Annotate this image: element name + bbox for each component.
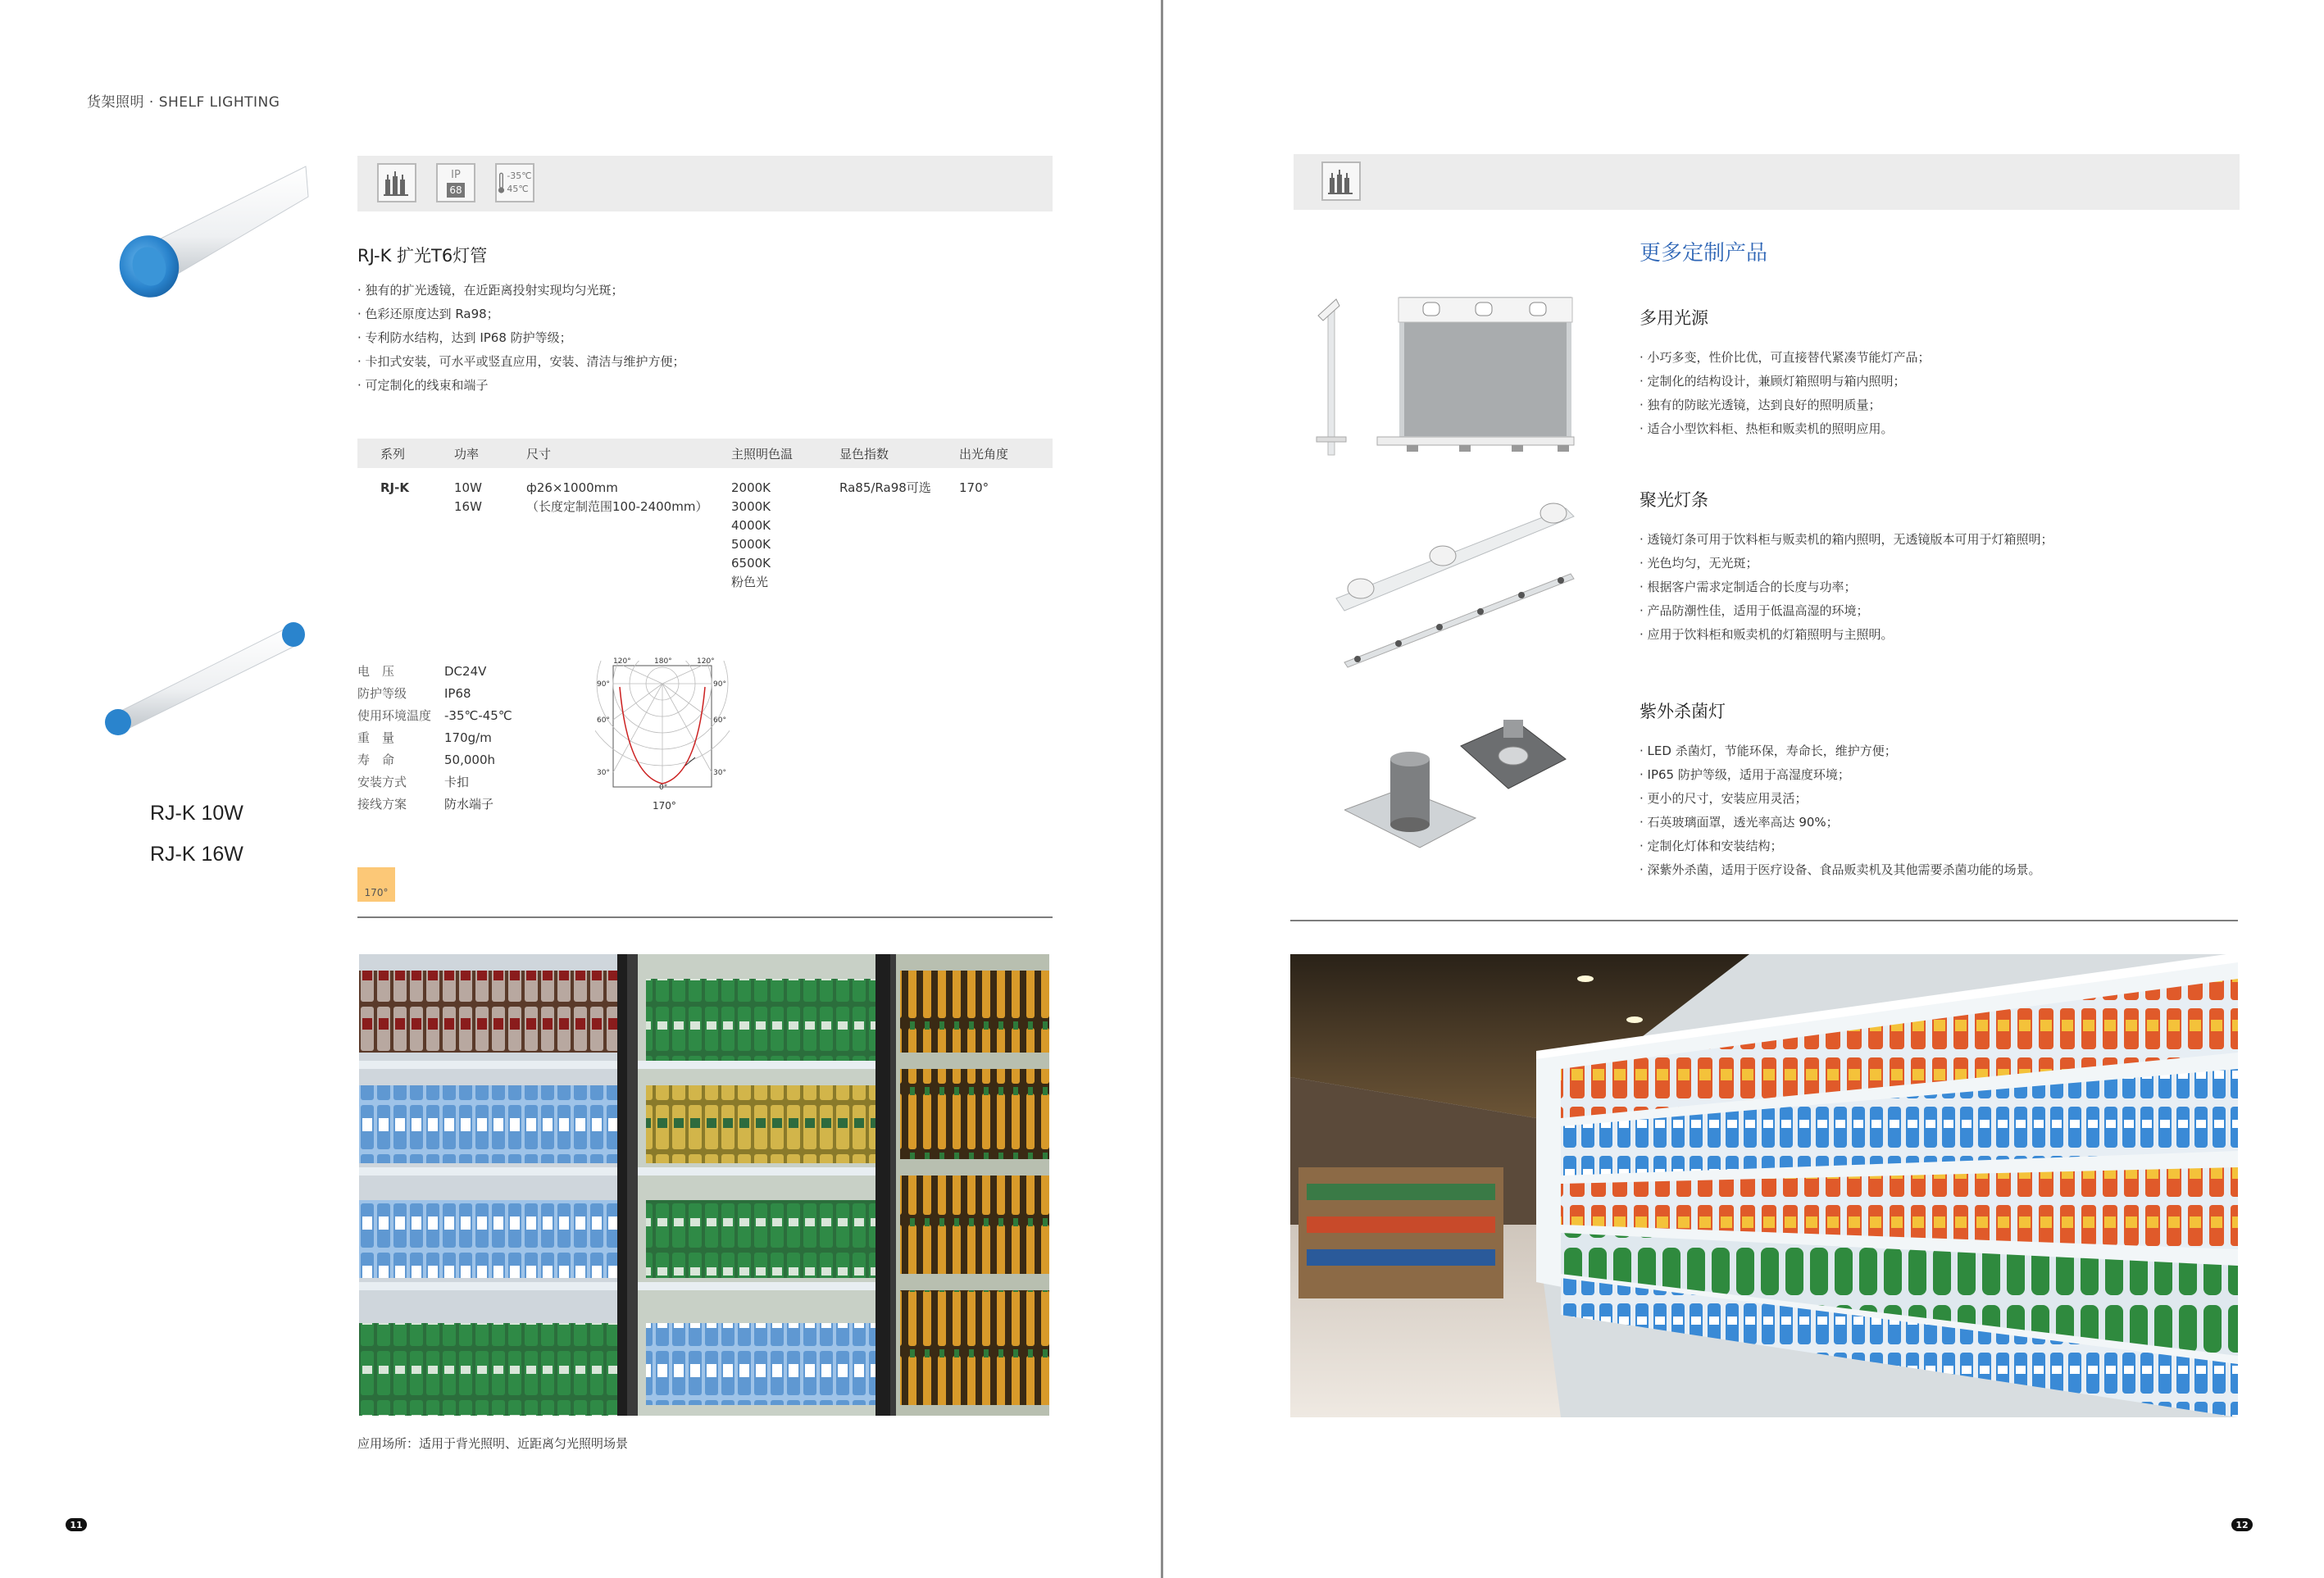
cell-cri: Ra85/Ra98可选 (839, 480, 931, 495)
product-image-uv-lamp (1344, 713, 1574, 861)
product-image-spot-strip (1328, 492, 1582, 680)
polar-label-0: 0° (659, 784, 668, 792)
feature-list-uv-lamp (1640, 739, 2246, 882)
bottles-icon (377, 163, 416, 202)
temp-high: -35℃ (507, 171, 532, 181)
feature-item: · 独有的扩光透镜，在近距离投射实现均匀光斑； (357, 279, 1030, 302)
feature-item: · 深紫外杀菌，适用于医疗设备、食品贩卖机及其他需要杀菌功能的场景。 (1640, 858, 2246, 882)
param-row (357, 749, 554, 771)
param-key: 电 压 (357, 664, 395, 679)
param-value: 卡扣 (444, 775, 470, 789)
feature-item: · 更小的尺寸，安装应用灵活； (1640, 787, 2246, 811)
cell-angle: 170° (959, 480, 989, 495)
page-number-left: 11 (66, 1518, 87, 1531)
param-value: 防水端子 (444, 797, 494, 812)
polar-angle-label: 170° (653, 800, 676, 812)
cell-size: ф26×1000mm （长度定制范围100-2400mm） (526, 480, 708, 514)
param-value: 170g/m (444, 730, 492, 745)
col-series: 系列 (380, 447, 406, 462)
param-row (357, 794, 554, 816)
feature-item: · 石英玻璃面罩，透光率高达 90%； (1640, 811, 2246, 834)
feature-item: · 独有的防眩光透镜，达到良好的照明质量； (1640, 393, 2230, 417)
polar-label-top-right: 120° (697, 657, 715, 666)
param-key: 接线方案 (357, 797, 407, 812)
col-power: 功率 (454, 447, 480, 462)
model-label-16w: RJ-K 16W (150, 843, 243, 866)
param-value: 50,000h (444, 753, 495, 767)
param-key: 防护等级 (357, 686, 407, 701)
product-image-tube-large (113, 160, 310, 299)
polar-label-30-right: 30° (713, 769, 726, 777)
feature-list-spot-strip (1640, 528, 2230, 647)
polar-label-30-left: 30° (597, 769, 610, 777)
product-title: RJ-K 扩光T6灯管 (357, 246, 488, 266)
polar-diagram (595, 657, 730, 813)
ip-label: IP (451, 169, 461, 181)
param-value: IP68 (444, 686, 471, 701)
cell-series: RJ-K (380, 480, 409, 495)
param-row (357, 705, 554, 727)
param-row (357, 727, 554, 749)
col-cri: 显色指数 (839, 447, 889, 462)
polar-label-top-left: 120° (613, 657, 631, 666)
polar-label-60-right: 60° (713, 716, 726, 725)
ip-rating: 68 (447, 183, 464, 198)
feature-item: · 小巧多变，性价比优，可直接替代紧凑节能灯产品； (1640, 346, 2230, 370)
param-key: 使用环境温度 (357, 708, 432, 723)
temperature-icon (495, 163, 534, 202)
param-value: -35℃-45℃ (444, 708, 512, 723)
polar-label-90-right: 90° (713, 680, 726, 689)
param-key: 寿 命 (357, 753, 395, 767)
photo-supermarket-aisle (1290, 954, 2238, 1417)
feature-item: · 可定制化的线束和端子 (357, 374, 1030, 398)
product-image-multi-light (1312, 291, 1582, 463)
feature-list-multi-light (1640, 346, 2230, 441)
section-title: 更多定制产品 (1640, 241, 1768, 266)
feature-item: · 光色均匀，无光斑； (1640, 552, 2230, 575)
feature-item: · 色彩还原度达到 Ra98； (357, 302, 1030, 326)
spec-table-header (357, 439, 1053, 468)
param-value: DC24V (444, 664, 487, 679)
product-image-tube-small (97, 615, 310, 738)
col-cct: 主照明色温 (731, 447, 794, 462)
feature-item: · IP65 防护等级，适用于高湿度环境； (1640, 763, 2246, 787)
param-row (357, 771, 554, 794)
cell-cct: 2000K 3000K 4000K 5000K 6500K 粉色光 (731, 480, 771, 589)
feature-item: · 定制化的结构设计，兼顾灯箱照明与箱内照明； (1640, 370, 2230, 393)
spec-table-row (357, 479, 1053, 602)
feature-item: · LED 杀菌灯，节能环保，寿命长，维护方便； (1640, 739, 2246, 763)
divider-right (1290, 920, 2238, 921)
feature-item: · 适合小型饮料柜、热柜和贩卖机的照明应用。 (1640, 417, 2230, 441)
feature-item: · 根据客户需求定制适合的长度与功率； (1640, 575, 2230, 599)
col-size: 尺寸 (526, 447, 552, 462)
polar-label-90-left: 90° (597, 680, 610, 689)
bottles-icon (1321, 161, 1361, 201)
param-row (357, 661, 554, 683)
page-divider (1161, 0, 1163, 1578)
model-label-10w: RJ-K 10W (150, 802, 243, 825)
ip68-icon (436, 163, 475, 202)
polar-label-60-left: 60° (597, 716, 610, 725)
beam-angle-badge: 170° (357, 867, 395, 902)
temp-low: 45℃ (507, 184, 529, 194)
polar-label-top-center: 180° (654, 657, 672, 666)
feature-list (357, 279, 1030, 398)
param-key: 安装方式 (357, 775, 407, 789)
parameter-list (357, 661, 554, 825)
feature-item: · 产品防潮性佳，适用于低温高湿的环境； (1640, 599, 2230, 623)
product-title-spot-strip: 聚光灯条 (1640, 490, 1708, 510)
divider-left (357, 916, 1053, 918)
param-key: 重 量 (357, 730, 395, 745)
running-head: 货架照明 · SHELF LIGHTING (87, 94, 280, 111)
cell-power: 10W 16W (454, 480, 482, 514)
feature-item: · 透镜灯条可用于饮料柜与贩卖机的箱内照明，无透镜版本可用于灯箱照明； (1640, 528, 2230, 552)
col-angle: 出光角度 (959, 447, 1009, 462)
feature-item: · 卡扣式安装，可水平或竖直应用，安装、清洁与维护方便； (357, 350, 1030, 374)
feature-item: · 专利防水结构，达到 IP68 防护等级； (357, 326, 1030, 350)
product-title-multi-light: 多用光源 (1640, 308, 1708, 328)
icon-bar-right (1294, 154, 2240, 210)
feature-item: · 定制化灯体和安装结构； (1640, 834, 2246, 858)
photo-beverage-fridge (359, 954, 1049, 1416)
feature-item: · 应用于饮料柜和贩卖机的灯箱照明与主照明。 (1640, 623, 2230, 647)
application-caption: 应用场所：适用于背光照明、近距离匀光照明场景 (357, 1436, 629, 1451)
product-title-uv-lamp: 紫外杀菌灯 (1640, 702, 1726, 721)
page-number-right: 12 (2231, 1518, 2253, 1531)
param-row (357, 683, 554, 705)
